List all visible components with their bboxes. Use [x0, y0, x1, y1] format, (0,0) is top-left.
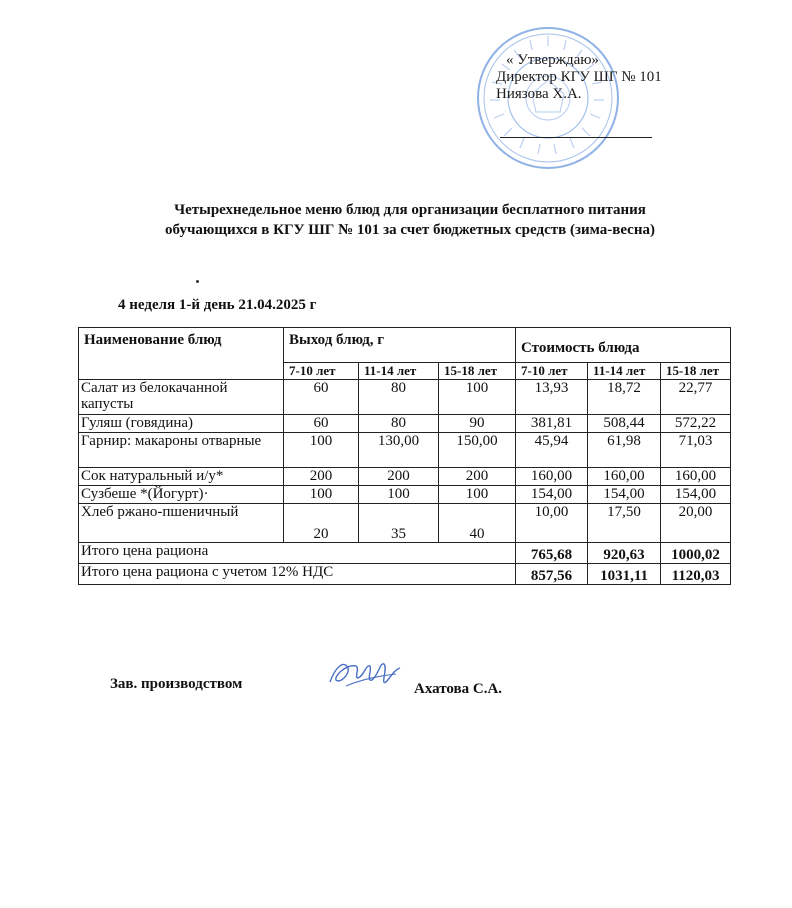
table-row	[79, 486, 731, 504]
header-output: Выход блюд, г	[284, 328, 516, 363]
cost-cell: 572,22	[661, 415, 731, 433]
cost-cell: 18,72	[588, 380, 661, 415]
total-row	[79, 543, 731, 564]
cost-cell: 154,00	[516, 486, 588, 504]
table-row	[79, 380, 731, 415]
cost-cell: 154,00	[661, 486, 731, 504]
age-out-15-18: 15-18 лет	[439, 363, 516, 380]
document-title	[110, 200, 710, 240]
cost-cell: 160,00	[661, 468, 731, 486]
cost-cell: 17,50	[588, 504, 661, 543]
signatory-position: Зав. производством	[110, 676, 243, 692]
menu-table	[78, 327, 731, 585]
output-cell: 100	[439, 380, 516, 415]
cost-cell: 381,81	[516, 415, 588, 433]
cost-cell: 10,00	[516, 504, 588, 543]
total-cost-cell: 765,68	[516, 543, 588, 564]
output-cell: 100	[439, 486, 516, 504]
cost-cell: 508,44	[588, 415, 661, 433]
dish-name: Гуляш (говядина)	[79, 415, 284, 433]
total-vat-row	[79, 564, 731, 585]
output-cell: 80	[359, 380, 439, 415]
age-cost-7-10: 7-10 лет	[516, 363, 588, 380]
output-cell: 100	[359, 486, 439, 504]
output-cell: 100	[284, 486, 359, 504]
cost-cell: 22,77	[661, 380, 731, 415]
age-out-7-10: 7-10 лет	[284, 363, 359, 380]
cost-cell: 71,03	[661, 433, 731, 468]
total-label: Итого цена рациона	[79, 543, 516, 564]
output-cell: 80	[359, 415, 439, 433]
dish-name: Сок натуральный и/у*	[79, 468, 284, 486]
header-dish-name: Наименование блюд	[79, 328, 284, 380]
signatory-name: Ахатова С.А.	[414, 681, 503, 697]
total-vat-label: Итого цена рациона с учетом 12% НДС	[79, 564, 516, 585]
total-cost-cell: 920,63	[588, 543, 661, 564]
total-vat-cell: 857,56	[516, 564, 588, 585]
output-cell: 40	[439, 504, 516, 543]
approval-heading: « Утверждаю»	[506, 52, 599, 68]
cost-cell: 20,00	[661, 504, 731, 543]
title-line-2: обучающихся в КГУ ШГ № 101 за счет бюджетных средств (зима-весна)	[165, 222, 655, 238]
table-row	[79, 504, 731, 543]
output-cell: 60	[284, 415, 359, 433]
approval-position: Директор КГУ ШГ № 101	[496, 69, 662, 85]
cost-cell: 61,98	[588, 433, 661, 468]
output-cell: 60	[284, 380, 359, 415]
output-cell: 35	[359, 504, 439, 543]
cost-cell: 13,93	[516, 380, 588, 415]
age-cost-15-18: 15-18 лет	[661, 363, 731, 380]
header-cost: Стоимость блюда	[516, 328, 731, 363]
approval-name: Ниязова Х.А.	[496, 86, 582, 102]
dish-name: Сузбеше *(Йогурт)·	[79, 486, 284, 504]
day-label: 4 неделя 1-й день 21.04.2025 г	[118, 297, 317, 313]
table-row	[79, 415, 731, 433]
dish-name: Салат из белокачанной капусты	[79, 380, 284, 415]
dish-name: Гарнир: макароны отварные	[79, 433, 284, 468]
dish-name: Хлеб ржано-пшеничный	[79, 504, 284, 543]
cost-cell: 154,00	[588, 486, 661, 504]
age-cost-11-14: 11-14 лет	[588, 363, 661, 380]
table-row	[79, 433, 731, 468]
output-cell: 20	[284, 504, 359, 543]
title-line-1: Четырехнедельное меню блюд для организации бесплатного питания	[174, 202, 646, 218]
cost-cell: 160,00	[588, 468, 661, 486]
output-cell: 90	[439, 415, 516, 433]
total-vat-cell: 1031,11	[588, 564, 661, 585]
output-cell: 200	[359, 468, 439, 486]
output-cell: 200	[439, 468, 516, 486]
output-cell: 100	[284, 433, 359, 468]
total-vat-cell: 1120,03	[661, 564, 731, 585]
table-row	[79, 468, 731, 486]
age-out-11-14: 11-14 лет	[359, 363, 439, 380]
approval-signature-line	[500, 137, 652, 138]
handwritten-signature	[326, 656, 404, 692]
output-cell: 200	[284, 468, 359, 486]
output-cell: 130,00	[359, 433, 439, 468]
cost-cell: 160,00	[516, 468, 588, 486]
cost-cell: 45,94	[516, 433, 588, 468]
output-cell: 150,00	[439, 433, 516, 468]
ink-dot	[196, 280, 199, 283]
total-cost-cell: 1000,02	[661, 543, 731, 564]
approval-block	[496, 52, 662, 103]
table-header-row	[79, 328, 731, 363]
